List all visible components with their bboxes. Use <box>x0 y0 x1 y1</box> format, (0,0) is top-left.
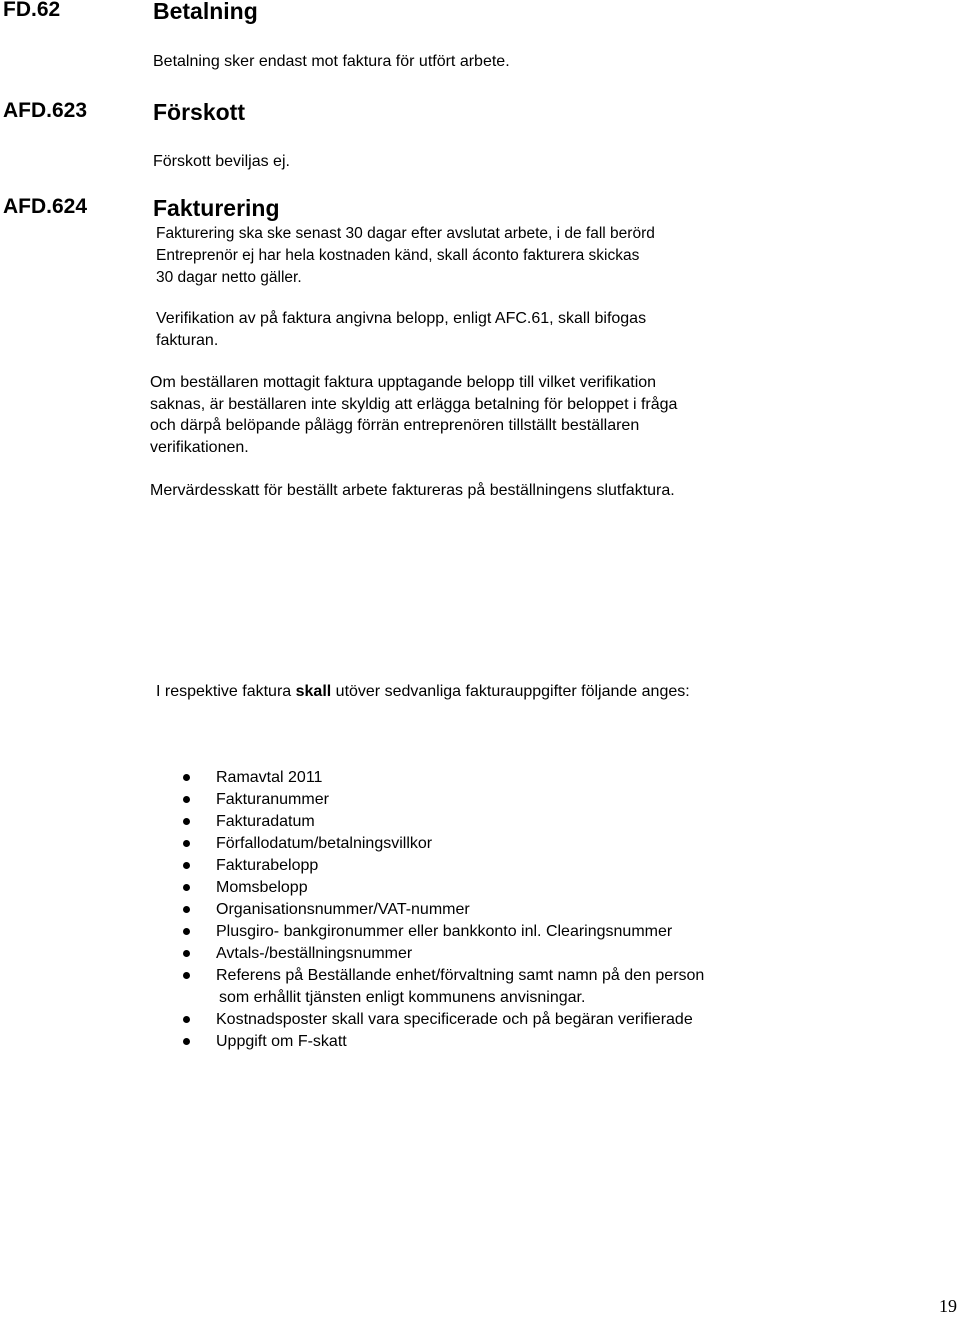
list-item-text: Plusgiro- bankgironummer eller bankkonto inl. Clearingsnummer <box>216 923 673 940</box>
fakturering-body-line-3: 30 dagar netto gäller. <box>156 269 302 286</box>
bullet-icon <box>183 774 190 781</box>
fakturering-body-line-1: Fakturering ska ske senast 30 dagar efter avslutat arbete, i de fall berörd <box>156 225 655 242</box>
paragraph-line-4: verifikationen. <box>150 439 249 456</box>
vat-line: Mervärdesskatt för beställt arbete faktureras på beställningens slutfaktura. <box>150 482 675 499</box>
list-item-text: Kostnadsposter skall vara specificerade och på begäran verifierade <box>216 1011 693 1028</box>
section-body-forskott: Förskott beviljas ej. <box>153 153 290 170</box>
list-item-continuation: som erhållit tjänsten enligt kommunens anvisningar. <box>219 989 586 1006</box>
list-item-text: Fakturanummer <box>216 791 329 808</box>
bullet-icon <box>183 818 190 825</box>
paragraph-line-1: Om beställaren mottagit faktura upptagande belopp till vilket verifikation <box>150 374 657 391</box>
bullet-icon <box>183 950 190 957</box>
invoice-intro-bold: skall <box>295 683 332 700</box>
verification-line-2: fakturan. <box>156 332 219 349</box>
list-item-text: Ramavtal 2011 <box>216 769 323 786</box>
invoice-intro-before: I respektive faktura <box>156 683 296 700</box>
bullet-icon <box>183 906 190 913</box>
list-item-text: Fakturabelopp <box>216 857 319 874</box>
invoice-intro <box>156 681 690 703</box>
list-item-text: Förfallodatum/betalningsvillkor <box>216 835 433 852</box>
fakturering-body-line-2: Entreprenör ej har hela kostnaden känd, skall áconto fakturera skickas <box>156 247 640 264</box>
invoice-intro-after: utöver sedvanliga fakturauppgifter följande anges: <box>331 683 690 700</box>
bullet-icon <box>183 1038 190 1045</box>
bullet-icon <box>183 928 190 935</box>
section-code-afd624: AFD.624 <box>3 195 88 218</box>
section-code-afd623: AFD.623 <box>3 99 88 122</box>
verification-line-1: Verifikation av på faktura angivna belopp, enligt AFC.61, skall bifogas <box>156 310 647 327</box>
page-number: 19 <box>939 1296 957 1316</box>
section-heading-fakturering: Fakturering <box>153 195 280 221</box>
list-item-text: Organisationsnummer/VAT-nummer <box>216 901 470 918</box>
list-item-text: Referens på Beställande enhet/förvaltning samt namn på den person <box>216 967 705 984</box>
section-code-fd62: FD.62 <box>3 0 61 21</box>
bullet-icon <box>183 884 190 891</box>
section-body-betalning: Betalning sker endast mot faktura för utfört arbete. <box>153 53 510 70</box>
section-heading-forskott: Förskott <box>153 99 245 125</box>
list-item-text: Uppgift om F-skatt <box>216 1033 347 1050</box>
list-item-text: Momsbelopp <box>216 879 308 896</box>
bullet-icon <box>183 796 190 803</box>
bullet-icon <box>183 1016 190 1023</box>
list-item-text: Fakturadatum <box>216 813 315 830</box>
bullet-icon <box>183 972 190 979</box>
bullet-icon <box>183 862 190 869</box>
paragraph-line-3: och därpå belöpande pålägg förrän entreprenören tillställt beställaren <box>150 417 640 434</box>
paragraph-line-2: saknas, är beställaren inte skyldig att erlägga betalning för beloppet i fråga <box>150 396 678 413</box>
list-item-text: Avtals-/beställningsnummer <box>216 945 413 962</box>
section-heading-betalning: Betalning <box>153 0 258 24</box>
bullet-icon <box>183 840 190 847</box>
